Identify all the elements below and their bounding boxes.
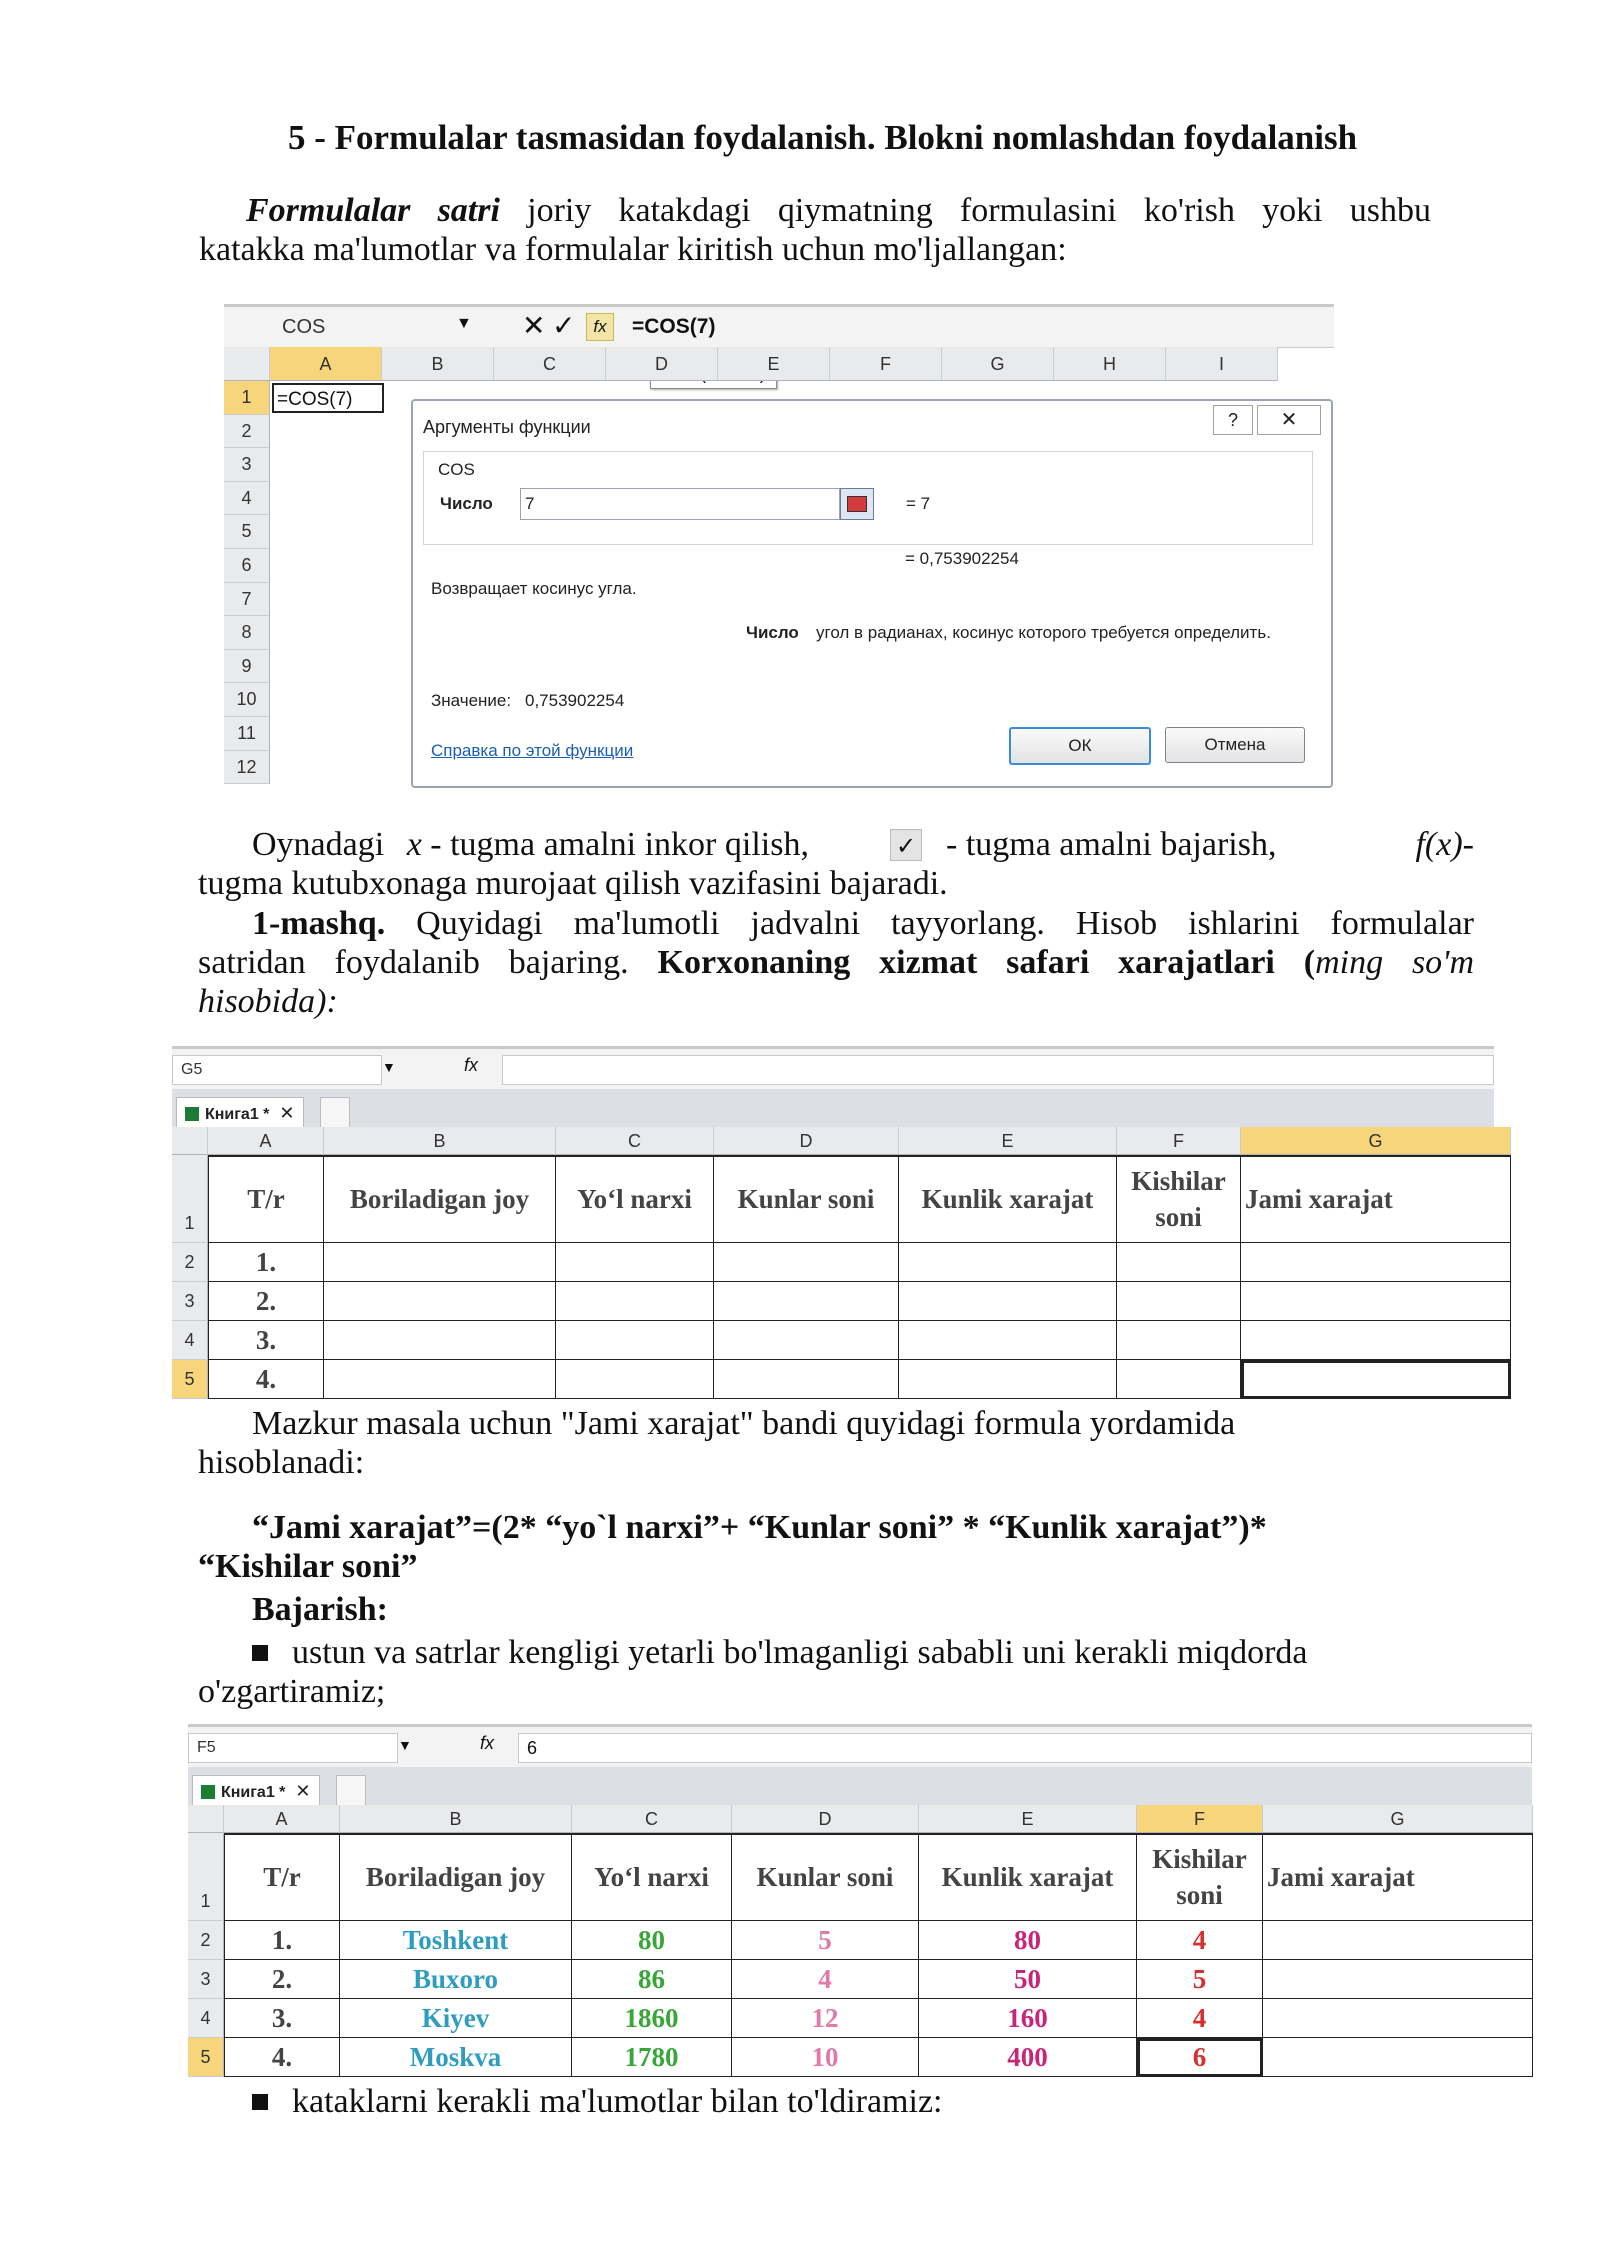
close-icon[interactable]: ✕ xyxy=(279,1103,295,1123)
close-icon[interactable]: ✕ xyxy=(1257,405,1321,435)
table-row-cell[interactable] xyxy=(324,1282,556,1321)
table-row-cell[interactable] xyxy=(899,1243,1117,1282)
formula-input[interactable] xyxy=(502,1055,1494,1085)
cell-kun: 5 xyxy=(818,1924,832,1955)
column-header-a[interactable]: A xyxy=(208,1127,324,1155)
para2-line-1 xyxy=(252,825,1474,865)
table-header-cell xyxy=(208,1155,324,1243)
table-row-cell[interactable] xyxy=(208,1243,324,1282)
table-row-cell[interactable] xyxy=(899,1282,1117,1321)
column-header-c[interactable]: C xyxy=(572,1805,732,1833)
row-header-8[interactable]: 8 xyxy=(224,616,270,650)
name-box[interactable]: G5 xyxy=(172,1055,382,1085)
table-row-cell[interactable] xyxy=(1241,1321,1511,1360)
table-row-cell[interactable] xyxy=(899,1360,1117,1399)
workbook-tab[interactable] xyxy=(192,1775,320,1806)
row-header-2[interactable]: 2 xyxy=(172,1243,208,1282)
para2-fx: f(x)- xyxy=(1415,826,1474,863)
collapse-dialog-icon[interactable] xyxy=(840,488,874,520)
tr-number: 3. xyxy=(271,2002,293,2033)
para3-line-2: hisoblanadi: xyxy=(198,1444,365,1481)
table-header-label: Kishilar soni xyxy=(1131,1165,1226,1232)
column-header-i[interactable]: I xyxy=(1166,347,1278,381)
table-header-label: T/r xyxy=(263,1861,301,1892)
exercise-text-1: Quyidagi ma'lumotli jadvalni tayyorlang. Hisob ishlarini formulalar xyxy=(385,905,1474,942)
excel-screenshot-empty-table xyxy=(172,1046,1494,1403)
select-all-corner[interactable] xyxy=(188,1805,224,1833)
cell-a1[interactable]: =COS(7) xyxy=(272,383,384,413)
row-header-3[interactable]: 3 xyxy=(188,1960,224,1999)
table-row-cell[interactable] xyxy=(572,1960,732,1999)
arg-input[interactable] xyxy=(520,488,840,520)
row-header-6[interactable]: 6 xyxy=(224,549,270,583)
table-header-label: Kunlar soni xyxy=(737,1183,875,1214)
row-header-5[interactable]: 5 xyxy=(224,515,270,549)
column-header-e[interactable]: E xyxy=(919,1805,1137,1833)
table-row-cell[interactable] xyxy=(1117,1321,1241,1360)
exercise-text-2c: ming so'm xyxy=(1315,944,1475,981)
cell-joy: Moskva xyxy=(409,2041,502,2072)
column-header-b[interactable]: B xyxy=(340,1805,572,1833)
column-header-d[interactable]: D xyxy=(714,1127,899,1155)
column-header-a[interactable]: A xyxy=(224,1805,340,1833)
workbook-tab-label: Книга1 * xyxy=(205,1106,270,1123)
para2-line-2: tugma kutubxonaga murojaat qilish vazifasini bajaradi. xyxy=(198,865,948,902)
table-row-cell[interactable] xyxy=(714,1243,899,1282)
table-row-cell[interactable] xyxy=(324,1360,556,1399)
table-row-cell[interactable] xyxy=(224,1960,340,1999)
column-header-f[interactable]: F xyxy=(1117,1127,1241,1155)
table-row-cell[interactable] xyxy=(224,1999,340,2038)
cell-narx: 1860 xyxy=(624,2002,679,2033)
column-header-b[interactable]: B xyxy=(324,1127,556,1155)
row-header-5[interactable]: 5 xyxy=(188,2038,224,2077)
arg-result: = 7 xyxy=(906,494,931,513)
cell-narx: 1780 xyxy=(624,2041,679,2072)
value-label: Значение: xyxy=(431,691,512,710)
formula-bar xyxy=(188,1727,1532,1768)
row-header-5[interactable]: 5 xyxy=(172,1360,208,1399)
tr-number: 1. xyxy=(271,1924,293,1955)
table-row-cell[interactable] xyxy=(919,1921,1137,1960)
intro-line-1 xyxy=(246,191,1431,230)
exercise-text-2b: Korxonaning xizmat safari xarajatlari ( xyxy=(657,944,1316,981)
tr-number: 3. xyxy=(255,1324,277,1355)
table-header-label: Yo‘l narxi xyxy=(577,1183,692,1214)
table-row-cell[interactable] xyxy=(340,2038,572,2077)
row-header-2[interactable]: 2 xyxy=(188,1921,224,1960)
table-row-cell[interactable] xyxy=(556,1243,714,1282)
table-header-cell xyxy=(1263,1833,1533,1921)
table-header-cell xyxy=(919,1833,1137,1921)
table-row-cell[interactable] xyxy=(340,1999,572,2038)
cell-kishi: 5 xyxy=(1192,1963,1207,1994)
select-all-corner[interactable] xyxy=(172,1127,208,1155)
help-question-icon[interactable]: ? xyxy=(1213,405,1253,435)
table-row-cell[interactable] xyxy=(208,1360,324,1399)
name-box[interactable]: COS xyxy=(282,316,326,338)
cell-joy: Toshkent xyxy=(402,1924,509,1955)
table-row-cell[interactable] xyxy=(340,1921,572,1960)
bullet-2-text: kataklarni kerakli ma'lumotlar bilan to'ldiramiz: xyxy=(292,2083,943,2120)
column-header-g[interactable]: G xyxy=(1241,1127,1511,1155)
column-header-g[interactable]: G xyxy=(1263,1805,1533,1833)
exercise-label: 1-mashq. xyxy=(252,905,386,942)
column-header-g[interactable]: G xyxy=(942,347,1054,381)
cell-kun: 12 xyxy=(811,2002,839,2033)
table-header-label: Yo‘l narxi xyxy=(594,1861,709,1892)
row-header-1[interactable]: 1 xyxy=(188,1833,224,1921)
table-header-cell xyxy=(572,1833,732,1921)
table-header-cell xyxy=(1241,1155,1511,1243)
table-row-cell[interactable] xyxy=(1263,1921,1533,1960)
page-heading: 5 - Formulalar tasmasidan foydalanish. Blokni nomlashdan foydalanish xyxy=(288,118,1358,157)
table-row-cell[interactable] xyxy=(224,2038,340,2077)
table-row-cell[interactable] xyxy=(714,1282,899,1321)
bullet-1-line-1 xyxy=(252,1633,1474,1672)
row-header-2[interactable]: 2 xyxy=(224,415,270,449)
function-arguments-dialog xyxy=(411,399,1333,788)
table-header-cell xyxy=(1117,1155,1241,1243)
workbook-tab-bar xyxy=(188,1767,1532,1806)
intro-line-2: katakka ma'lumotlar va formulalar kiritish uchun mo'ljallangan: xyxy=(199,231,1067,268)
column-header-h[interactable]: H xyxy=(1054,347,1166,381)
bullet-1-text: ustun va satrlar kengligi yetarli bo'lmaganligi sababli uni kerakli miqdorda xyxy=(292,1634,1308,1671)
table-row-cell[interactable] xyxy=(1137,1921,1263,1960)
cancel-x-icon[interactable]: ✕ xyxy=(522,310,546,341)
tr-number: 2. xyxy=(271,1963,293,1994)
insert-function-fx-icon[interactable]: fx xyxy=(464,1055,479,1075)
insert-function-fx-icon[interactable]: fx xyxy=(480,1733,495,1753)
cell-kunlik: 50 xyxy=(1014,1963,1041,1994)
table-header-cell xyxy=(714,1155,899,1243)
chevron-down-icon[interactable]: ▼ xyxy=(398,1737,412,1753)
table-row-cell[interactable] xyxy=(224,1921,340,1960)
column-header-c[interactable]: C xyxy=(556,1127,714,1155)
ok-button[interactable]: ОК xyxy=(1009,727,1151,765)
intro-rest: joriy katakdagi qiymatning formulasini ko'rish yoki ushbu xyxy=(499,192,1432,229)
close-icon[interactable]: ✕ xyxy=(295,1781,311,1801)
cell-narx: 80 xyxy=(638,1924,665,1955)
table-row-cell[interactable] xyxy=(732,1960,919,1999)
formula-input[interactable]: 6 xyxy=(518,1733,1532,1763)
tr-number: 2. xyxy=(255,1285,277,1316)
table-header-cell xyxy=(899,1155,1117,1243)
cell-kishi: 4 xyxy=(1192,1924,1207,1955)
table-row-cell[interactable] xyxy=(556,1360,714,1399)
column-header-c[interactable]: C xyxy=(494,347,606,381)
arg-help-label: Число xyxy=(746,623,799,642)
bullet-square-icon xyxy=(252,2094,268,2110)
dialog-title: Аргументы функции xyxy=(423,417,591,437)
function-result: = 0,753902254 xyxy=(905,549,1019,568)
table-header-cell xyxy=(340,1833,572,1921)
table-row-cell[interactable] xyxy=(556,1282,714,1321)
table-header-label: Kunlik xarajat xyxy=(921,1183,1094,1214)
table-row-cell[interactable] xyxy=(340,1960,572,1999)
table-row-cell[interactable] xyxy=(1137,1960,1263,1999)
cell-kishi: 4 xyxy=(1192,2002,1207,2033)
formula-bar xyxy=(224,307,1334,348)
table-header-label: Jami xarajat xyxy=(1267,1861,1415,1892)
table-row-cell[interactable] xyxy=(732,1999,919,2038)
para2-c: - tugma amalni bajarish, xyxy=(946,826,1277,863)
enter-check-icon: ✓ xyxy=(890,829,922,861)
row-header-11[interactable]: 11 xyxy=(224,717,270,751)
table-row-cell[interactable] xyxy=(714,1321,899,1360)
column-header-f[interactable]: F xyxy=(1137,1805,1263,1833)
para2-a: Oynadagi xyxy=(252,826,385,863)
formula-line-1: “Jami xarajat”=(2* “yo`l narxi”+ “Kunlar soni” * “Kunlik xarajat”)* xyxy=(252,1509,1267,1546)
row-header-12[interactable]: 12 xyxy=(224,751,270,785)
row-header-4[interactable]: 4 xyxy=(172,1321,208,1360)
table-header-cell xyxy=(224,1833,340,1921)
cell-kunlik: 160 xyxy=(1007,2002,1048,2033)
table-row-cell[interactable] xyxy=(919,1999,1137,2038)
para2-x: x xyxy=(406,826,422,863)
cell-joy: Kiyev xyxy=(421,2002,490,2033)
table-row-cell[interactable] xyxy=(324,1243,556,1282)
table-row-cell[interactable] xyxy=(899,1321,1117,1360)
row-header-9[interactable]: 9 xyxy=(224,650,270,684)
table-row-cell[interactable] xyxy=(714,1360,899,1399)
workbook-tab-bar xyxy=(172,1089,1494,1128)
name-box[interactable]: F5 xyxy=(188,1733,398,1763)
table-row-cell[interactable] xyxy=(919,2038,1137,2077)
cell-kun: 10 xyxy=(811,2041,839,2072)
column-header-e[interactable]: E xyxy=(899,1127,1117,1155)
table-row-cell[interactable] xyxy=(732,1921,919,1960)
cell-joy: Buxoro xyxy=(412,1963,499,1994)
table-header-label: Kunlar soni xyxy=(756,1861,894,1892)
table-row-cell[interactable] xyxy=(732,2038,919,2077)
column-header-d[interactable]: D xyxy=(606,347,718,381)
formula-input[interactable]: =COS(7) xyxy=(632,315,716,338)
chevron-down-icon[interactable]: ▼ xyxy=(456,315,472,332)
row-header-3[interactable]: 3 xyxy=(172,1282,208,1321)
intro-bold-term: Formulalar satri xyxy=(246,192,500,229)
para2-b: - tugma amalni inkor qilish, xyxy=(430,826,809,863)
arg-label: Число xyxy=(440,494,493,513)
table-row-cell[interactable] xyxy=(1263,1960,1533,1999)
table-row-cell[interactable] xyxy=(208,1321,324,1360)
table-row-cell[interactable] xyxy=(1117,1360,1241,1399)
table-row-cell[interactable] xyxy=(1241,1282,1511,1321)
table-row-cell[interactable] xyxy=(572,1921,732,1960)
bajarish-heading: Bajarish: xyxy=(252,1591,388,1628)
table-header-label: Kunlik xarajat xyxy=(941,1861,1114,1892)
row-header-3[interactable]: 3 xyxy=(224,448,270,482)
new-sheet-icon[interactable] xyxy=(336,1775,366,1806)
table-row-cell[interactable] xyxy=(1263,2038,1533,2077)
column-header-f[interactable]: F xyxy=(830,347,942,381)
chevron-down-icon[interactable]: ▼ xyxy=(382,1059,396,1075)
row-header-7[interactable]: 7 xyxy=(224,583,270,617)
exercise-line-3: hisobida): xyxy=(198,983,338,1020)
table-row-cell[interactable] xyxy=(1241,1243,1511,1282)
row-header-1[interactable]: 1 xyxy=(172,1155,208,1243)
table-row-cell[interactable] xyxy=(556,1321,714,1360)
exercise-line-2 xyxy=(198,943,1474,982)
cell-kun: 4 xyxy=(818,1963,832,1994)
help-link[interactable]: Справка по этой функции xyxy=(431,741,634,760)
table-row-cell[interactable] xyxy=(208,1282,324,1321)
table-header-label: Boriladigan joy xyxy=(365,1861,546,1892)
cell-narx: 86 xyxy=(638,1963,665,1994)
tr-number: 4. xyxy=(255,1363,277,1394)
cell-kunlik: 80 xyxy=(1014,1924,1041,1955)
value-display: 0,753902254 xyxy=(525,691,625,710)
bullet-square-icon xyxy=(252,1645,268,1661)
table-header-cell xyxy=(324,1155,556,1243)
new-sheet-icon[interactable] xyxy=(320,1097,350,1128)
column-header-a[interactable]: A xyxy=(270,347,382,381)
workbook-tab[interactable] xyxy=(176,1097,304,1128)
table-row-cell[interactable] xyxy=(324,1321,556,1360)
cell-kishi: 6 xyxy=(1192,2041,1207,2072)
table-row-cell[interactable] xyxy=(919,1960,1137,1999)
exercise-line-1 xyxy=(252,904,1474,943)
function-description: Возвращает косинус угла. xyxy=(431,579,637,598)
formula-bar xyxy=(172,1049,1494,1090)
bullet-2 xyxy=(252,2082,942,2121)
table-header-cell xyxy=(556,1155,714,1243)
table-header-cell xyxy=(1137,1833,1263,1921)
excel-file-icon xyxy=(185,1107,199,1121)
arg-input-value: 7 xyxy=(525,494,535,513)
bullet-1-line-2: o'zgartiramiz; xyxy=(198,1673,386,1710)
table-row-cell[interactable] xyxy=(1117,1243,1241,1282)
arguments-group xyxy=(423,451,1313,545)
tr-number: 1. xyxy=(255,1246,277,1277)
table-row-cell[interactable] xyxy=(1241,1360,1511,1399)
table-header-label: Kishilar soni xyxy=(1152,1843,1247,1910)
excel-file-icon xyxy=(201,1785,215,1799)
table-header-label: Jami xarajat xyxy=(1245,1183,1393,1214)
column-header-e[interactable]: E xyxy=(718,347,830,381)
row-header-10[interactable]: 10 xyxy=(224,683,270,717)
row-header-1[interactable]: 1 xyxy=(224,381,270,415)
formula-line-2: “Kishilar soni” xyxy=(198,1548,418,1585)
row-header-4[interactable]: 4 xyxy=(224,482,270,516)
para3-line-1: Mazkur masala uchun "Jami xarajat" bandi quyidagi formula yordamida xyxy=(252,1405,1236,1442)
table-row-cell[interactable] xyxy=(1263,1999,1533,2038)
excel-screenshot-cos xyxy=(224,304,1334,789)
table-row-cell[interactable] xyxy=(572,1999,732,2038)
row-header-4[interactable]: 4 xyxy=(188,1999,224,2038)
table-header-cell xyxy=(732,1833,919,1921)
column-header-b[interactable]: B xyxy=(382,347,494,381)
table-row-cell[interactable] xyxy=(572,2038,732,2077)
table-row-cell[interactable] xyxy=(1137,1999,1263,2038)
excel-screenshot-filled-table xyxy=(188,1724,1532,2081)
table-row-cell[interactable] xyxy=(1117,1282,1241,1321)
table-header-label: T/r xyxy=(247,1183,285,1214)
table-header-label: Boriladigan joy xyxy=(349,1183,530,1214)
arg-help-text: угол в радианах, косинус которого требуется определить. xyxy=(816,623,1271,642)
enter-check-icon[interactable]: ✓ xyxy=(552,310,576,341)
select-all-corner[interactable] xyxy=(224,347,270,381)
insert-function-fx-icon[interactable]: fx xyxy=(586,313,614,341)
table-row-cell[interactable] xyxy=(1137,2038,1263,2077)
column-header-d[interactable]: D xyxy=(732,1805,919,1833)
workbook-tab-label: Книга1 * xyxy=(221,1784,286,1801)
cell-kunlik: 400 xyxy=(1007,2041,1048,2072)
exercise-text-2a: satridan foydalanib bajaring. xyxy=(198,944,658,981)
group-function-name: COS xyxy=(438,460,475,479)
tr-number: 4. xyxy=(271,2041,293,2072)
cancel-button[interactable]: Отмена xyxy=(1165,727,1305,763)
